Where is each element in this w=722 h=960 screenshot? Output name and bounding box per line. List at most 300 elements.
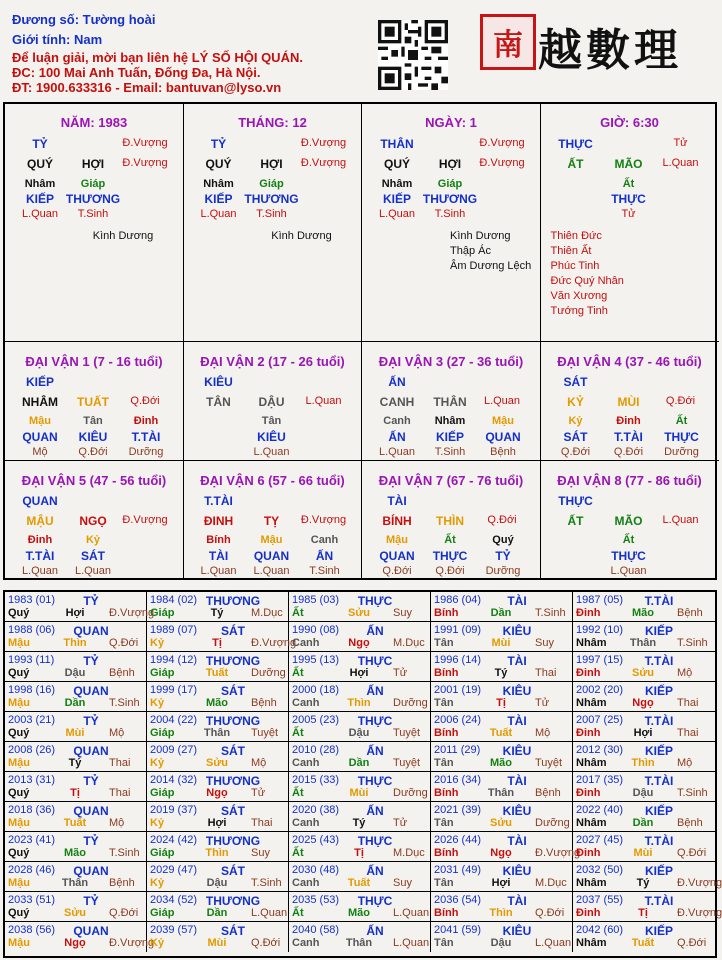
year-stem: Canh bbox=[292, 757, 320, 769]
year-label: 2007 (25) bbox=[576, 714, 624, 726]
hidden-stem: Mậu bbox=[492, 415, 514, 427]
year-life-stage: Bệnh bbox=[677, 607, 703, 619]
hidden-stem: Đinh bbox=[616, 415, 641, 427]
year-cell bbox=[289, 922, 431, 952]
year-god: SÁT bbox=[221, 864, 245, 878]
year-cell bbox=[5, 652, 147, 682]
year-label: 2020 (38) bbox=[292, 804, 340, 816]
year-stem: Canh bbox=[292, 937, 320, 949]
year-branch: Mão bbox=[206, 697, 228, 709]
year-life-stage: Q.Đới bbox=[109, 907, 139, 919]
year-label: 2000 (18) bbox=[292, 684, 340, 696]
year-god: TÀI bbox=[507, 594, 527, 608]
contact-line-1: Để luận giải, mời bạn liên hệ LÝ SỐ HỘI QUÁN. bbox=[12, 50, 303, 65]
year-label: 1992 (10) bbox=[576, 624, 624, 636]
pillar-stem-god: THỰC bbox=[558, 137, 593, 151]
year-label: 2027 (45) bbox=[576, 834, 624, 846]
dai-van-stem: ĐINH bbox=[203, 514, 234, 528]
year-life-stage: T.Sinh bbox=[251, 877, 282, 889]
dai-van-branch: MÙI bbox=[617, 395, 640, 409]
pillar-stem: QUÝ bbox=[26, 157, 54, 171]
hidden-god: KIẾP bbox=[382, 192, 412, 206]
hidden-god: T.TÀI bbox=[614, 430, 643, 444]
year-stem: Nhâm bbox=[576, 757, 607, 769]
year-god: SÁT bbox=[221, 744, 245, 758]
year-life-stage: M.Dục bbox=[393, 847, 425, 859]
year-life-stage: Bệnh bbox=[109, 877, 135, 889]
year-cell bbox=[573, 922, 715, 952]
pillar-stem: QUÝ bbox=[383, 157, 411, 171]
year-life-stage: M.Dục bbox=[393, 637, 425, 649]
pillar-branch: HỢI bbox=[260, 157, 283, 171]
year-branch: Thìn bbox=[631, 757, 655, 769]
year-life-stage: T.Sinh bbox=[109, 697, 140, 709]
hidden-life: L.Quan bbox=[200, 565, 237, 577]
year-label: 1996 (14) bbox=[434, 654, 482, 666]
dai-van-stem: CANH bbox=[379, 395, 415, 409]
year-label: 1985 (03) bbox=[292, 594, 340, 606]
phone-email-line: ĐT: 1900.633316 - Email: bantuvan@lyso.vn bbox=[12, 80, 282, 95]
year-branch: Tý bbox=[68, 757, 82, 769]
dai-van-branch: TỴ bbox=[263, 514, 280, 528]
year-god: QUAN bbox=[73, 924, 109, 938]
year-god: THƯƠNG bbox=[205, 834, 261, 848]
year-stem: Bính bbox=[434, 847, 459, 859]
hidden-stem: Kỷ bbox=[85, 534, 101, 546]
year-branch: Tuất bbox=[631, 937, 655, 949]
year-label: 2008 (26) bbox=[8, 744, 56, 756]
year-cell bbox=[289, 682, 431, 712]
year-branch: Hợi bbox=[65, 607, 85, 619]
year-cell bbox=[431, 922, 573, 952]
year-branch: Thân bbox=[61, 877, 89, 889]
pillar-title: NGÀY: 1 bbox=[425, 115, 477, 130]
year-label: 2023 (41) bbox=[8, 834, 56, 846]
year-life-stage: Thai bbox=[109, 757, 131, 769]
year-stem: Đinh bbox=[576, 787, 601, 799]
year-god: ẤN bbox=[366, 864, 384, 878]
year-branch: Mão bbox=[348, 907, 370, 919]
dai-van-cell bbox=[541, 342, 720, 461]
year-label: 2012 (30) bbox=[576, 744, 624, 756]
pillar-cell bbox=[184, 104, 363, 342]
year-stem: Bính bbox=[434, 607, 459, 619]
year-stem: Mậu bbox=[8, 817, 30, 829]
year-label: 1984 (02) bbox=[150, 594, 198, 606]
dai-van-branch: DẬU bbox=[258, 395, 285, 409]
year-god: THỰC bbox=[357, 774, 393, 788]
year-label: 1999 (17) bbox=[150, 684, 198, 696]
year-life-stage: Mộ bbox=[109, 727, 125, 739]
dai-van-life: L.Quan bbox=[662, 514, 699, 526]
hidden-god: THỰC bbox=[611, 549, 646, 563]
year-god: QUAN bbox=[73, 624, 109, 638]
client-name: Đương số: Tường hoài bbox=[12, 12, 156, 27]
year-label: 1988 (06) bbox=[8, 624, 56, 636]
year-label: 2016 (34) bbox=[434, 774, 482, 786]
year-life-stage: Dưỡng bbox=[251, 667, 286, 679]
year-life-stage: Mộ bbox=[535, 727, 551, 739]
year-stem: Ất bbox=[292, 667, 304, 679]
year-life-stage: Đ.Vượng bbox=[677, 877, 722, 889]
year-cell bbox=[5, 862, 147, 892]
year-cell bbox=[5, 592, 155, 622]
hidden-life: L.Quan bbox=[378, 208, 416, 220]
year-life-stage: Dưỡng bbox=[393, 787, 428, 799]
year-stem: Mậu bbox=[8, 877, 30, 889]
hidden-stem: Ất bbox=[622, 178, 635, 190]
year-cell bbox=[289, 892, 431, 922]
year-stem: Canh bbox=[292, 877, 320, 889]
year-life-stage: L.Quan bbox=[535, 937, 572, 949]
year-label: 1983 (01) bbox=[8, 594, 56, 606]
year-cell bbox=[147, 922, 289, 952]
hidden-life: L.Quan bbox=[378, 446, 416, 458]
dai-van-stem: NHÂM bbox=[22, 395, 58, 409]
year-label: 2002 (20) bbox=[576, 684, 624, 696]
year-life-stage: Q.Đới bbox=[109, 637, 139, 649]
year-branch: Dần bbox=[348, 757, 370, 769]
hidden-god: KIẾP bbox=[25, 192, 55, 206]
year-cell bbox=[431, 712, 573, 742]
year-label: 2038 (56) bbox=[8, 924, 56, 936]
year-branch: Dậu bbox=[348, 727, 370, 739]
hidden-stem: Mậu bbox=[29, 415, 51, 427]
year-cell bbox=[289, 622, 431, 652]
year-label: 2009 (27) bbox=[150, 744, 198, 756]
year-label: 2037 (55) bbox=[576, 894, 624, 906]
year-branch: Tị bbox=[354, 847, 364, 859]
year-god: SÁT bbox=[221, 924, 245, 938]
dai-van-branch: TUẤT bbox=[77, 395, 109, 409]
year-branch: Thìn bbox=[347, 697, 371, 709]
hidden-stem: Quý bbox=[492, 534, 514, 546]
hidden-life: Bệnh bbox=[490, 446, 516, 458]
year-stem: Nhâm bbox=[576, 817, 607, 829]
pillar-stem: QUÝ bbox=[205, 157, 232, 171]
year-branch: Mùi bbox=[349, 787, 369, 799]
year-branch: Ngọ bbox=[206, 787, 228, 799]
gender: Giới tính: Nam bbox=[12, 32, 103, 47]
dai-van-god: TÀI bbox=[387, 494, 407, 508]
hidden-life: Q.Đới bbox=[435, 565, 465, 577]
year-stem: Nhâm bbox=[576, 637, 607, 649]
year-stem: Giáp bbox=[150, 787, 175, 799]
year-cell bbox=[431, 682, 573, 712]
year-label: 2004 (22) bbox=[150, 714, 198, 726]
year-branch: Tý bbox=[494, 667, 508, 679]
year-cell bbox=[289, 742, 431, 772]
year-branch: Thân bbox=[203, 727, 231, 739]
year-cell bbox=[5, 682, 147, 712]
hidden-stem: Bính bbox=[206, 534, 231, 546]
hidden-life: T.Sinh bbox=[434, 446, 466, 458]
year-cell bbox=[147, 682, 289, 712]
year-label: 2040 (58) bbox=[292, 924, 340, 936]
pillar-branch: HỢI bbox=[438, 157, 462, 171]
pillar-branch: MÃO bbox=[614, 157, 643, 171]
year-stem: Bính bbox=[434, 667, 459, 679]
year-branch: Sửu bbox=[347, 607, 371, 619]
year-stem: Đinh bbox=[576, 727, 601, 739]
year-cell bbox=[147, 622, 297, 652]
pillar-branch: HỢI bbox=[81, 157, 105, 171]
year-stem: Bính bbox=[434, 727, 459, 739]
hidden-life: T.Sinh bbox=[77, 208, 109, 220]
hidden-god: QUAN bbox=[253, 549, 290, 563]
year-god: ẤN bbox=[366, 924, 384, 938]
year-cell bbox=[147, 772, 289, 802]
year-branch: Sửu bbox=[205, 757, 229, 769]
year-life-stage: Q.Đới bbox=[677, 847, 707, 859]
year-stem: Canh bbox=[292, 697, 320, 709]
year-life-stage: Mộ bbox=[677, 757, 693, 769]
year-stem: Quý bbox=[8, 607, 30, 619]
hidden-life: Tử bbox=[621, 208, 636, 220]
year-stem: Quý bbox=[8, 667, 30, 679]
hidden-god: T.TÀI bbox=[25, 549, 55, 563]
year-life-stage: Tuyệt bbox=[393, 727, 421, 739]
year-label: 1989 (07) bbox=[150, 624, 198, 636]
year-god: KIÊU bbox=[502, 924, 532, 938]
year-stem: Kỷ bbox=[150, 697, 165, 709]
hidden-god: THỰC bbox=[664, 430, 699, 444]
hidden-god: ẤN bbox=[315, 549, 334, 563]
year-label: 2036 (54) bbox=[434, 894, 482, 906]
pillar-stem-god: TỶ bbox=[210, 137, 227, 151]
year-cell bbox=[289, 712, 431, 742]
year-stem: Giáp bbox=[150, 607, 175, 619]
year-stem: Mậu bbox=[8, 937, 30, 949]
dai-van-stem: BÍNH bbox=[382, 514, 412, 528]
year-cell bbox=[573, 622, 715, 652]
year-god: T.TÀI bbox=[644, 894, 674, 908]
annual-luck-table bbox=[3, 590, 722, 958]
year-life-stage: Dưỡng bbox=[535, 817, 570, 829]
year-god: THỰC bbox=[357, 714, 393, 728]
pillar-title: THÁNG: 12 bbox=[238, 115, 307, 130]
year-life-stage: Q.Đới bbox=[677, 937, 707, 949]
year-life-stage: Tuyệt bbox=[251, 727, 279, 739]
year-cell bbox=[147, 862, 289, 892]
year-cell bbox=[573, 862, 722, 892]
year-label: 2018 (36) bbox=[8, 804, 56, 816]
year-life-stage: Thai bbox=[677, 697, 699, 709]
year-cell bbox=[147, 892, 289, 922]
year-stem: Kỷ bbox=[150, 937, 165, 949]
year-branch: Ngọ bbox=[348, 637, 370, 649]
year-stem: Mậu bbox=[8, 757, 30, 769]
year-god: SÁT bbox=[221, 684, 245, 698]
year-god: ẤN bbox=[366, 624, 384, 638]
year-cell bbox=[147, 592, 289, 622]
year-god: ẤN bbox=[366, 684, 384, 698]
pillar-stem-god: TỶ bbox=[32, 137, 48, 151]
hidden-life: L.Quan bbox=[200, 208, 237, 220]
hidden-god: KIẾP bbox=[204, 192, 233, 206]
year-stem: Kỷ bbox=[150, 757, 165, 769]
year-cell bbox=[431, 622, 573, 652]
year-cell bbox=[289, 832, 431, 862]
dai-van-branch: THÌN bbox=[436, 514, 464, 528]
year-god: TÀI bbox=[507, 654, 527, 668]
year-branch: Thìn bbox=[63, 637, 87, 649]
hidden-life: L.Quan bbox=[21, 565, 59, 577]
year-god: T.TÀI bbox=[644, 714, 674, 728]
hidden-life: L.Quan bbox=[74, 565, 112, 577]
year-life-stage: L.Quan bbox=[393, 937, 430, 949]
year-branch: Dậu bbox=[206, 877, 228, 889]
year-cell bbox=[573, 802, 715, 832]
year-branch: Dần bbox=[64, 697, 86, 709]
year-god: QUAN bbox=[73, 864, 109, 878]
hidden-god: T.TÀI bbox=[131, 430, 161, 444]
pillar-stem-life: Tử bbox=[673, 137, 688, 149]
year-stem: Ất bbox=[292, 847, 304, 859]
year-cell bbox=[573, 712, 715, 742]
pillar-branch-life: Đ.Vượng bbox=[300, 157, 347, 169]
year-label: 1987 (05) bbox=[576, 594, 624, 606]
year-cell bbox=[431, 802, 573, 832]
year-stem: Giáp bbox=[150, 907, 175, 919]
year-cell bbox=[147, 742, 289, 772]
year-god: T.TÀI bbox=[644, 654, 674, 668]
year-stem: Quý bbox=[8, 907, 30, 919]
star-name: Văn Xương bbox=[550, 290, 608, 302]
year-cell bbox=[289, 652, 431, 682]
year-stem: Giáp bbox=[150, 667, 175, 679]
year-stem: Quý bbox=[8, 847, 30, 859]
year-cell bbox=[573, 652, 715, 682]
year-cell bbox=[573, 592, 715, 622]
hidden-life: L.Quan bbox=[253, 565, 290, 577]
year-life-stage: Thai bbox=[109, 787, 131, 799]
year-cell bbox=[289, 772, 431, 802]
year-god: THƯƠNG bbox=[205, 774, 261, 788]
year-label: 2033 (51) bbox=[8, 894, 56, 906]
dai-van-cell bbox=[184, 461, 363, 580]
hidden-stem: Tân bbox=[261, 415, 282, 427]
year-life-stage: Q.Đới bbox=[535, 907, 565, 919]
star-name: Đức Quý Nhân bbox=[550, 275, 624, 287]
hidden-god: KIẾP bbox=[435, 430, 465, 444]
hidden-stem: Tân bbox=[83, 415, 103, 427]
hidden-stem: Ất bbox=[444, 534, 456, 546]
dai-van-branch: THÂN bbox=[433, 395, 467, 409]
hidden-stem: Giáp bbox=[259, 178, 284, 190]
star-name: Âm Dương Lệch bbox=[450, 260, 532, 272]
year-life-stage: Dưỡng bbox=[393, 697, 428, 709]
year-branch: Dậu bbox=[632, 787, 654, 799]
year-god: SÁT bbox=[221, 624, 245, 638]
dai-van-title: ĐẠI VẬN 3 (27 - 36 tuổi) bbox=[378, 354, 524, 369]
year-life-stage: L.Quan bbox=[393, 907, 430, 919]
year-label: 2030 (48) bbox=[292, 864, 340, 876]
year-branch: Tuất bbox=[489, 727, 513, 739]
year-label: 2032 (50) bbox=[576, 864, 624, 876]
hidden-stem: Nhâm bbox=[381, 178, 413, 190]
pillar-branch-life: L.Quan bbox=[662, 157, 699, 169]
pillar-branch-life: Đ.Vượng bbox=[479, 157, 525, 169]
hidden-god: KIÊU bbox=[78, 430, 108, 444]
pillar-stem: ẤT bbox=[567, 157, 584, 171]
year-life-stage: Đ.Vượng bbox=[109, 607, 155, 619]
year-label: 2005 (23) bbox=[292, 714, 340, 726]
year-branch: Tị bbox=[212, 637, 222, 649]
dai-van-title: ĐẠI VẬN 7 (67 - 76 tuổi) bbox=[378, 473, 524, 488]
dai-van-god: THỰC bbox=[558, 494, 593, 508]
year-cell bbox=[147, 832, 289, 862]
year-cell bbox=[5, 832, 147, 862]
year-cell bbox=[431, 652, 573, 682]
year-god: TỶ bbox=[83, 834, 99, 848]
year-branch: Sửu bbox=[489, 817, 513, 829]
year-god: TỶ bbox=[83, 714, 99, 728]
star-name: Thiên Đức bbox=[550, 230, 602, 242]
year-cell bbox=[431, 862, 573, 892]
year-god: QUAN bbox=[73, 804, 109, 818]
dai-van-cell bbox=[362, 461, 541, 580]
year-branch: Thân bbox=[487, 787, 515, 799]
year-stem: Kỷ bbox=[150, 817, 165, 829]
dai-van-stem: KỶ bbox=[567, 395, 584, 409]
pillar-stem-god: THÂN bbox=[380, 137, 414, 151]
hidden-god: SÁT bbox=[81, 549, 105, 563]
year-branch: Tuất bbox=[63, 817, 87, 829]
year-life-stage: Suy bbox=[393, 877, 412, 889]
year-branch: Tuất bbox=[205, 667, 229, 679]
brand-logo-text: 越數理 bbox=[538, 25, 682, 76]
star-name: Phúc Tinh bbox=[550, 260, 600, 272]
dai-van-life: L.Quan bbox=[305, 395, 342, 407]
dai-van-stem: TÂN bbox=[206, 395, 231, 409]
year-god: THƯƠNG bbox=[205, 894, 261, 908]
year-branch: Thìn bbox=[205, 847, 229, 859]
address-line: ĐC: 100 Mai Anh Tuấn, Đống Đa, Hà Nội. bbox=[12, 65, 261, 80]
year-god: THƯƠNG bbox=[205, 714, 261, 728]
year-god: KIẾP bbox=[644, 624, 674, 638]
year-life-stage: Q.Đới bbox=[251, 937, 281, 949]
year-label: 2022 (40) bbox=[576, 804, 624, 816]
year-label: 2003 (21) bbox=[8, 714, 56, 726]
year-cell bbox=[147, 652, 289, 682]
year-label: 2015 (33) bbox=[292, 774, 340, 786]
hidden-god: THỰC bbox=[611, 192, 646, 206]
year-cell bbox=[573, 682, 715, 712]
year-cell bbox=[431, 592, 573, 622]
year-branch: Thân bbox=[345, 937, 373, 949]
year-label: 2029 (47) bbox=[150, 864, 198, 876]
header bbox=[0, 0, 720, 102]
dai-van-title: ĐẠI VẬN 1 (7 - 16 tuổi) bbox=[25, 354, 163, 369]
dai-van-cell bbox=[541, 461, 720, 580]
year-branch: Dần bbox=[632, 817, 654, 829]
dai-van-title: ĐẠI VẬN 5 (47 - 56 tuổi) bbox=[21, 473, 167, 488]
year-stem: Kỷ bbox=[150, 877, 165, 889]
year-god: T.TÀI bbox=[644, 594, 674, 608]
year-cell bbox=[5, 922, 155, 952]
year-god: QUAN bbox=[73, 744, 109, 758]
year-label: 2031 (49) bbox=[434, 864, 482, 876]
year-stem: Bính bbox=[434, 787, 459, 799]
hidden-life: Mộ bbox=[32, 446, 48, 458]
year-life-stage: Bệnh bbox=[677, 817, 703, 829]
year-god: QUAN bbox=[73, 684, 109, 698]
year-life-stage: Tử bbox=[393, 667, 408, 679]
year-branch: Tị bbox=[70, 787, 80, 799]
year-god: TỶ bbox=[83, 774, 99, 788]
year-stem: Ất bbox=[292, 787, 304, 799]
